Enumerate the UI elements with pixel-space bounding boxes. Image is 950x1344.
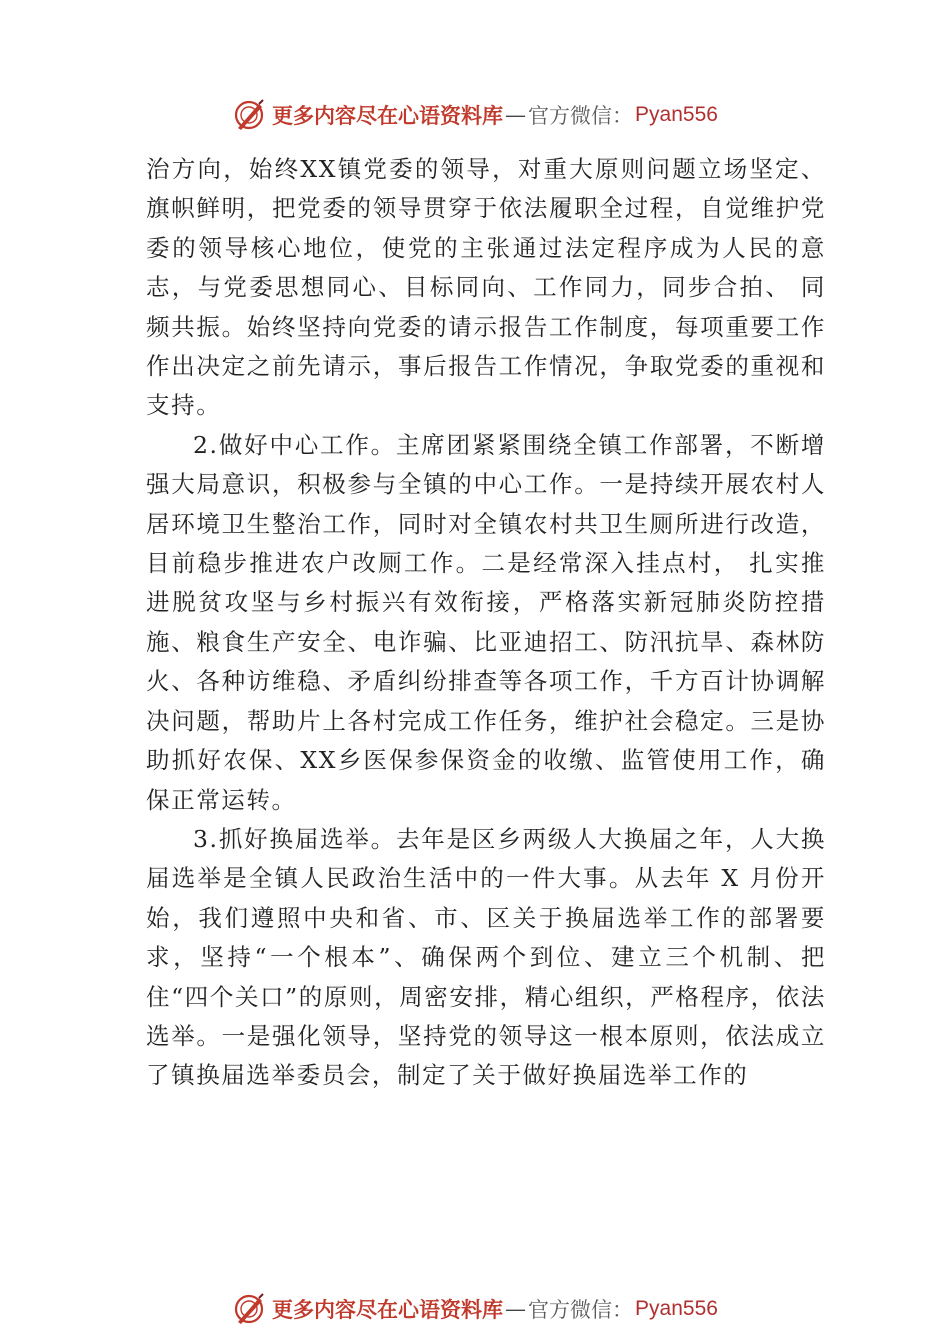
pen-logo-icon bbox=[232, 98, 266, 132]
watermark-dash: — bbox=[505, 1297, 527, 1321]
paragraph: 2.做好中心工作。主席团紧紧围绕全镇工作部署，不断增强大局意识，积极参与全镇的中心工作。一是持续开展农村人居环境卫生整治工作，同时对全镇农村共卫生厕所进行改造，目前稳步推进农户改厕工作。二是经常深入挂点村， 扎实推进脱贫攻坚与乡村振兴有效衔接，严格落实新冠肺炎防控措施、粮食生产安全、电诈骗、比亚迪招工、防汛抗旱、森林防火、各种访维稳、矛盾纠纷排查等各项工作，千方百计协调解决问题，帮助片上各村完成工作任务，维护社会稳定。三是协助抓好农保、XX乡医保参保资金的收缴、监管使用工作，确保正常运转。 bbox=[146, 430, 826, 814]
paragraph: 治方向，始终XX镇党委的领导，对重大原则问题立场坚定、旗帜鲜明，把党委的领导贯穿于依法履职全过程，自觉维护党委的领导核心地位，使党的主张通过法定程序成为人民的意志，与党委思想同心、目标同向、工作同力，同步合拍、 同频共振。始终坚持向党委的请示报告工作制度，每项重要工作作出决定之前先请示，事后报告工作情况，争取党委的重视和支持。 bbox=[146, 155, 826, 420]
footer-watermark bbox=[0, 1291, 950, 1327]
watermark-wechat-id: Pyan556 bbox=[635, 1297, 718, 1320]
watermark-brand: 更多内容尽在心语资料库 bbox=[272, 103, 504, 128]
watermark-wechat-id: Pyan556 bbox=[635, 103, 718, 126]
watermark-label: 官方微信： bbox=[528, 104, 634, 128]
pen-logo-icon bbox=[232, 1292, 266, 1326]
watermark-brand: 更多内容尽在心语资料库 bbox=[272, 1297, 504, 1322]
watermark-label: 官方微信： bbox=[528, 1298, 634, 1322]
header-watermark bbox=[0, 97, 950, 133]
document-body bbox=[146, 150, 826, 1096]
watermark-dash: — bbox=[505, 103, 527, 127]
paragraph: 3.抓好换届选举。去年是区乡两级人大换届之年，人大换届选举是全镇人民政治生活中的一件大事。从去年 X 月份开始，我们遵照中央和省、市、区关于换届选举工作的部署要求，坚持“一个根本”、确保两个到位、建立三个机制、把住“四个关口”的原则，周密安排，精心组织，严格程序，依法选举。一是强化领导，坚持党的领导这一根本原则，依法成立了镇换届选举委员会，制定了关于做好换届选举工作的 bbox=[146, 824, 826, 1090]
